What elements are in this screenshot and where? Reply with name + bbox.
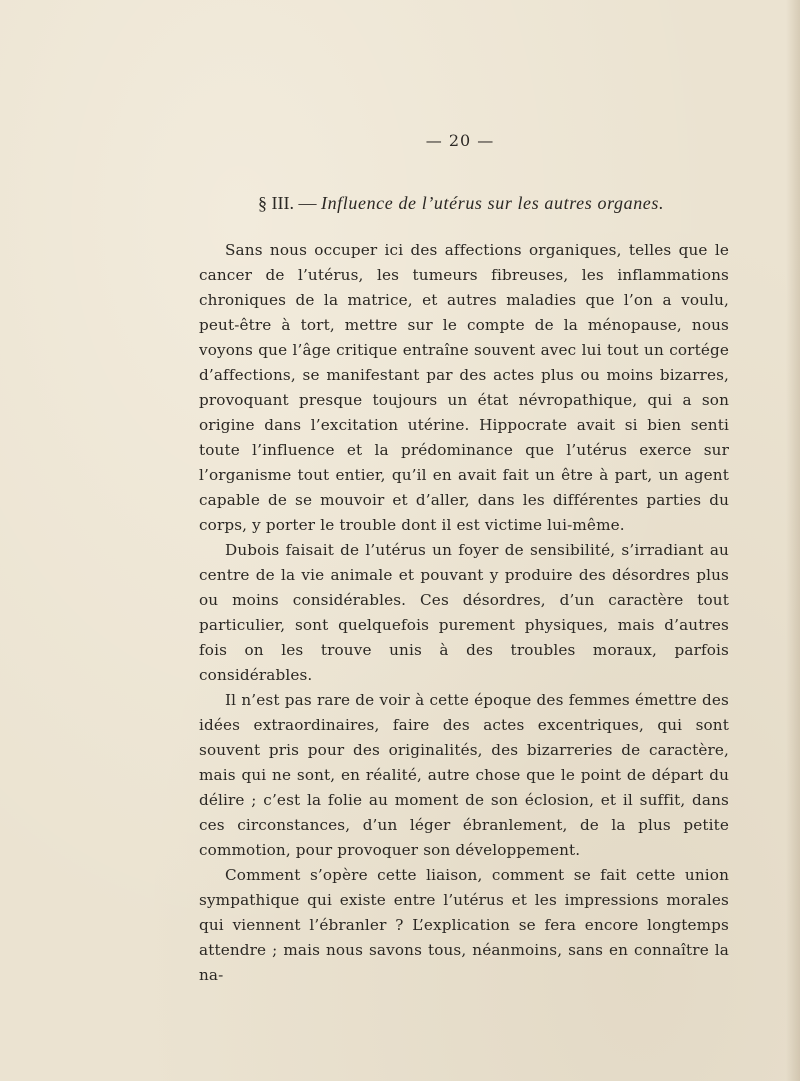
body-text [199, 238, 729, 988]
paragraph-1: Sans nous occuper ici des affections organiques, telles que le cancer de l’utérus, les tumeurs fibreuses, les inflammations chroniques de la matrice, et autres maladies que l’on a voulu, peut-être à tort, mettre sur le compte de la ménopause, nous voyons que l’âge critique entraîne souvent avec lui tout un cortége d’affections, se manifestant par des actes plus ou moins bizarres, provoquant presque toujours un état névropathique, qui a son origine dans l’excitation utérine. Hippocrate avait si bien senti toute l’influence et la prédominance que l’utérus exerce sur l’organisme tout entier, qu’il en avait fait un être à part, un agent capable de se mouvoir et d’aller, dans les différentes parties du corps, y porter le trouble dont il est victime lui-même. [199, 241, 729, 534]
paragraph-3: Il n’est pas rare de voir à cette époque des femmes émettre des idées extraordinaires, faire des actes excentriques, qui sont souvent pris pour des originalités, des bizarreries de caractère, mais qui ne sont, en réalité, autre chose que le point de départ du délire ; c’est la folie au moment de son éclosion, et il suffit, dans ces circonstances, d’un léger ébranlement, de la plus petite commotion, pour provoquer son développement. [199, 691, 729, 859]
page-number: — 20 — [425, 131, 495, 150]
section-title: Influence de l’utérus sur les autres organes. [320, 193, 665, 213]
page-edge-shadow [786, 0, 800, 1081]
section-number: § III. — [258, 193, 321, 213]
section-heading [258, 193, 664, 214]
paragraph-2: Dubois faisait de l’utérus un foyer de sensibilité, s’irradiant au centre de la vie animale et pouvant y produire des désordres plus ou moins considérables. Ces désordres, d’un caractère tout particulier, sont quelquefois purement physiques, mais d’autres fois on les trouve unis à des troubles moraux, parfois considérables. [199, 541, 729, 684]
paragraph-4: Comment s’opère cette liaison, comment se fait cette union sympathique qui existe entre l’utérus et les impressions morales qui viennent l’ébranler ? L’explication se fera encore longtemps attendre ; mais nous savons tous, néanmoins, sans en connaître la na- [199, 866, 729, 984]
